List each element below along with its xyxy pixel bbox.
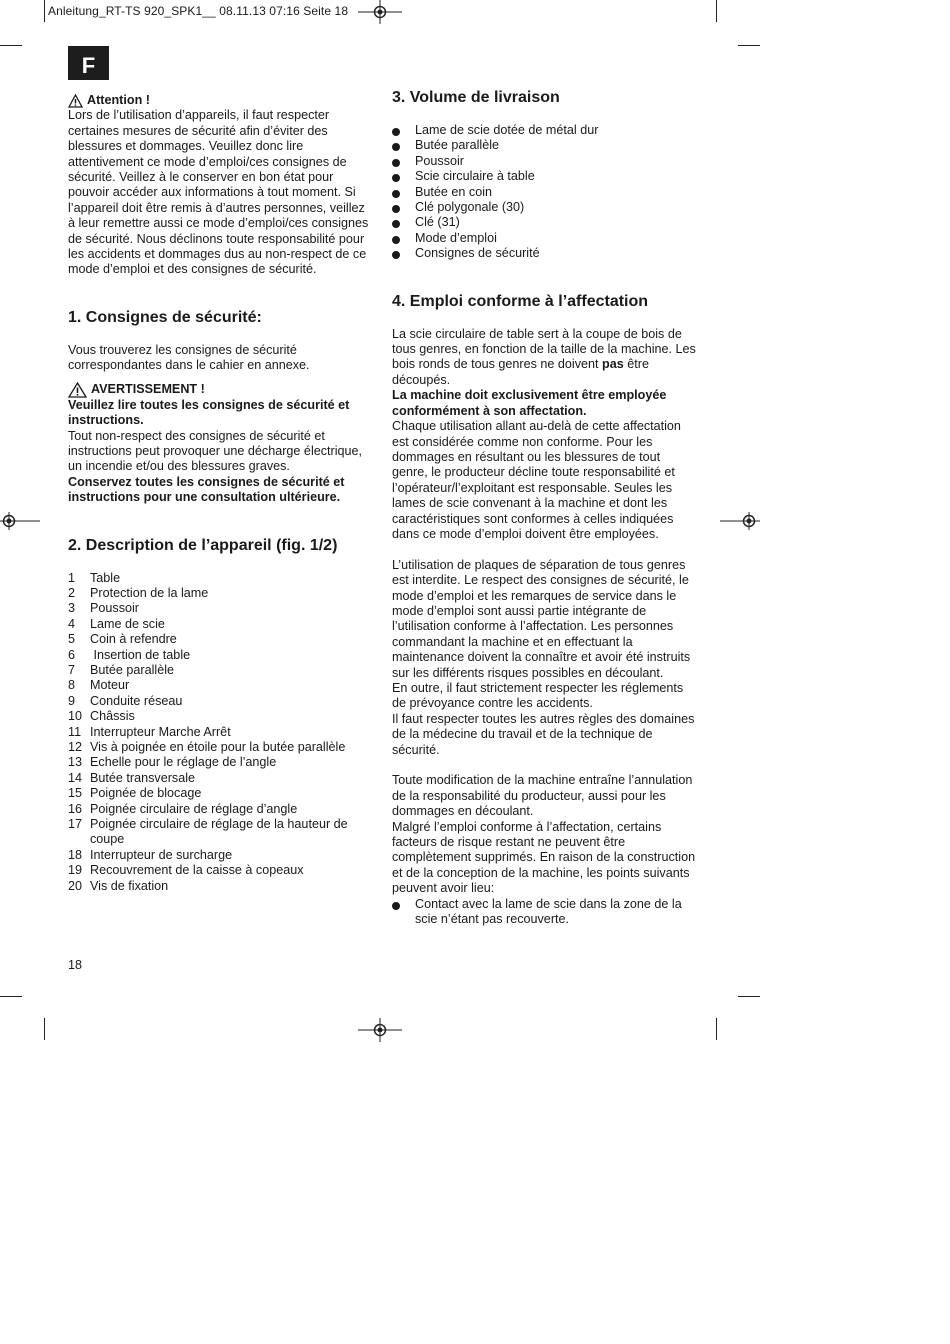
list-item-number: 4 xyxy=(68,616,76,631)
list-item-text: Echelle pour le réglage de l’angle xyxy=(90,755,277,770)
crop-mark xyxy=(44,1018,45,1040)
list-item-text: Insertion de table xyxy=(90,647,191,662)
list-item-number: 11 xyxy=(68,724,82,739)
list-item-text: Clé polygonale (30) xyxy=(415,200,525,215)
registration-mark-icon xyxy=(720,512,760,530)
list-item-number: 19 xyxy=(68,863,83,878)
bullet-icon xyxy=(392,123,415,138)
language-badge: F xyxy=(68,46,109,80)
section-4-paragraph: Toute modification de la machine entraîne l’annulation de la responsabilité du producteur, aussi pour les dommages en découlant. xyxy=(392,773,693,819)
list-item-text: Poignée circulaire de réglage de la hauteur de coupe xyxy=(90,817,352,847)
list-item-number: 10 xyxy=(68,709,83,724)
list-item xyxy=(68,632,374,647)
list-item-text: Recouvrement de la caisse à copeaux xyxy=(90,863,304,878)
list-item-text: Lame de scie xyxy=(90,616,165,631)
list-item-text: Interrupteur de surcharge xyxy=(90,847,233,862)
bullet-icon xyxy=(392,246,415,261)
bullet-icon xyxy=(392,185,415,200)
list-item-number: 8 xyxy=(68,678,76,693)
section-2-heading: 2. Description de l’appareil (fig. 1/2) xyxy=(68,536,338,554)
left-column xyxy=(68,93,374,894)
list-item-number: 13 xyxy=(68,755,83,770)
warning-bold-text: Veuillez lire toutes les consignes de sécurité et instructions. xyxy=(68,397,350,428)
list-item xyxy=(68,848,374,863)
warning-heading xyxy=(68,382,374,398)
list-item-number: 3 xyxy=(68,601,76,616)
list-item-text: Lame de scie dotée de métal dur xyxy=(415,123,599,137)
bullet-icon xyxy=(392,138,415,153)
bullet-icon xyxy=(392,897,415,928)
list-item xyxy=(392,154,698,169)
section-1-heading: 1. Consignes de sécurité: xyxy=(68,308,262,326)
list-item-text: Poignée circulaire de réglage d’angle xyxy=(90,801,298,816)
list-item xyxy=(68,802,374,817)
list-item-text: Châssis xyxy=(90,709,135,724)
print-slug: Anleitung_RT-TS 920_SPK1__ 08.11.13 07:16 Seite 18 xyxy=(48,4,349,18)
list-item-text: Protection de la lame xyxy=(90,585,209,600)
attention-title: Attention ! xyxy=(87,93,150,107)
list-item xyxy=(68,694,374,709)
list-item xyxy=(68,863,374,878)
list-item-text: Table xyxy=(90,570,121,585)
list-item-number: 16 xyxy=(68,801,83,816)
list-item-text: Butée parallèle xyxy=(415,138,500,153)
list-item xyxy=(68,663,374,678)
list-item-number: 20 xyxy=(68,878,83,893)
list-item-text: Poussoir xyxy=(415,153,464,168)
list-item xyxy=(68,786,374,801)
warning-text: Tout non-respect des consignes de sécurité et instructions peut provoquer une décharge électrique, un incendie et/ou des blessures graves. xyxy=(68,428,363,474)
list-item-text: Clé (31) xyxy=(415,215,460,230)
list-item-text: Vis de fixation xyxy=(90,878,169,893)
list-item-number: 1 xyxy=(68,570,76,585)
list-item xyxy=(68,755,374,770)
crop-mark xyxy=(738,996,760,997)
list-item xyxy=(68,817,374,848)
list-item-number: 6 xyxy=(68,647,76,662)
delivery-list xyxy=(392,123,698,262)
section-4-heading: 4. Emploi conforme à l’affectation xyxy=(392,292,649,310)
list-item xyxy=(392,246,698,261)
list-item xyxy=(68,678,374,693)
list-item-text: Conduite réseau xyxy=(90,693,183,708)
list-item xyxy=(68,601,374,616)
list-item xyxy=(392,123,698,138)
warning-bold-text-2: Conservez toutes les consignes de sécurité et instructions pour une consultation ultérieure. xyxy=(68,474,345,505)
crop-mark xyxy=(716,0,717,22)
list-item-number: 7 xyxy=(68,662,76,677)
list-item-text: Contact avec la lame de scie dans la zone de la scie n’étant pas recouverte. xyxy=(415,896,682,927)
list-item-number: 9 xyxy=(68,693,76,708)
section-4-paragraph: En outre, il faut strictement respecter les réglements de prévoyance contre les accidents. xyxy=(392,680,684,711)
page-number: 18 xyxy=(68,958,83,972)
list-item-text: Mode d’emploi xyxy=(415,230,497,245)
section-4-paragraph xyxy=(392,327,698,389)
list-item-number: 17 xyxy=(68,817,83,832)
section-3-heading: 3. Volume de livraison xyxy=(392,89,560,106)
list-item xyxy=(68,740,374,755)
list-item xyxy=(68,879,374,894)
list-item-number: 2 xyxy=(68,585,76,600)
list-item-text: Poignée de blocage xyxy=(90,786,202,801)
list-item xyxy=(392,169,698,184)
text-run: La scie circulaire de table sert à la coupe de bois de tous genres, en fonction de la taille de la machine. Les bois ronds de tous genres ne doivent xyxy=(392,326,696,372)
crop-mark xyxy=(44,0,45,22)
list-item xyxy=(392,897,698,928)
bullet-icon xyxy=(392,231,415,246)
list-item xyxy=(68,617,374,632)
section-4-paragraph: Malgré l’emploi conforme à l’affectation, certains facteurs de risque restant ne peuvent être complètement supprimés. En raison de la construction et de la conception de la machine, les points suivants peuvent avoir lieu: xyxy=(392,819,696,896)
risk-list xyxy=(392,897,698,928)
crop-mark xyxy=(738,45,760,46)
list-item xyxy=(392,185,698,200)
list-item-number: 18 xyxy=(68,847,83,862)
list-item-text: Scie circulaire à table xyxy=(415,169,535,184)
parts-list xyxy=(68,571,374,895)
list-item-number: 15 xyxy=(68,786,83,801)
list-item-text: Butée parallèle xyxy=(90,662,175,677)
list-item xyxy=(68,771,374,786)
bullet-icon xyxy=(392,215,415,230)
section-4-bold-line: La machine doit exclusivement être employée conformément à son affectation. xyxy=(392,388,667,418)
list-item-text: Vis à poignée en étoile pour la butée parallèle xyxy=(90,740,346,754)
list-item-text: Consignes de sécurité xyxy=(415,246,540,261)
crop-mark xyxy=(716,1018,717,1040)
registration-mark-icon xyxy=(0,512,40,530)
list-item-number: 5 xyxy=(68,632,76,647)
list-item-text: Poussoir xyxy=(90,601,139,616)
section-4-paragraph: Il faut respecter toutes les autres règles des domaines de la médecine du travail et de la technique de sécurité. xyxy=(392,711,695,757)
crop-mark xyxy=(0,996,22,997)
warning-triangle-icon xyxy=(68,382,87,398)
right-column xyxy=(392,88,698,927)
bullet-icon xyxy=(392,169,415,184)
section-4-paragraph: L’utilisation de plaques de séparation de tous genres est interdite. Le respect des consignes de sécurité, le mode d’emploi et les remarques de service dans le mode d’emploi sont aussi partie intégrante de l’utilisation conforme à l’affectation. Les personnes commandant la machine et en effectuant la maintenance doivent la connaître et avoir été instruits sur les différents risques possibles en découlant. xyxy=(392,557,691,680)
list-item xyxy=(392,200,698,215)
bullet-icon xyxy=(392,200,415,215)
section-4-paragraph: Chaque utilisation allant au-delà de cette affectation est considérée comme non conforme. Pour les dommages en résultant ou les blessures de tout genre, le producteur décline toute responsabilité et l’opérateur/l’exploitant est responsable. Seules les lames de scie convenant à la machine et dont les caractéristiques sont conformes à celles indiquées dans ce mode d’emploi doivent être employées. xyxy=(392,419,681,541)
list-item-number: 12 xyxy=(68,740,83,754)
attention-text: Lors de l’utilisation d’appareils, il faut respecter certaines mesures de sécurité afin d’éviter des blessures et dommages. Veuillez donc lire attentivement ce mode d’emploi/ces consignes de sécurité. Veillez à le conserver en bon état pour pouvoir accéder aux informations à tout moment. Si l’appareil doit être remis à d’autres personnes, veillez à leur remettre aussi ce mode d’emploi/ces consignes de sécurité. Nous déclinons toute responsabilité pour les accidents et dommages dus au non-respect de ce mode d’emploi et des consignes de sécurité. xyxy=(68,108,369,277)
list-item-text: Coin à refendre xyxy=(90,632,177,647)
warning-title: AVERTISSEMENT ! xyxy=(91,381,205,396)
list-item xyxy=(68,586,374,601)
warning-triangle-icon xyxy=(68,94,83,108)
attention-heading xyxy=(68,93,374,108)
list-item xyxy=(68,725,374,740)
list-item xyxy=(392,231,698,246)
bullet-icon xyxy=(392,154,415,169)
list-item-text: Interrupteur Marche Arrêt xyxy=(90,724,231,739)
registration-mark-icon xyxy=(358,1018,402,1042)
text-run-bold: pas xyxy=(602,357,624,372)
list-item xyxy=(68,648,374,663)
list-item xyxy=(68,571,374,586)
list-item xyxy=(68,709,374,724)
section-1-intro: Vous trouverez les consignes de sécurité correspondantes dans le cahier en annexe. xyxy=(68,342,310,373)
registration-mark-icon xyxy=(358,0,402,24)
list-item-number: 14 xyxy=(68,770,83,785)
crop-mark xyxy=(0,45,22,46)
text-run: être découpés. xyxy=(392,357,649,387)
list-item-text: Butée transversale xyxy=(90,770,196,785)
list-item-text: Moteur xyxy=(90,678,130,693)
list-item-text: Butée en coin xyxy=(415,184,493,199)
list-item xyxy=(392,215,698,230)
list-item xyxy=(392,138,698,153)
